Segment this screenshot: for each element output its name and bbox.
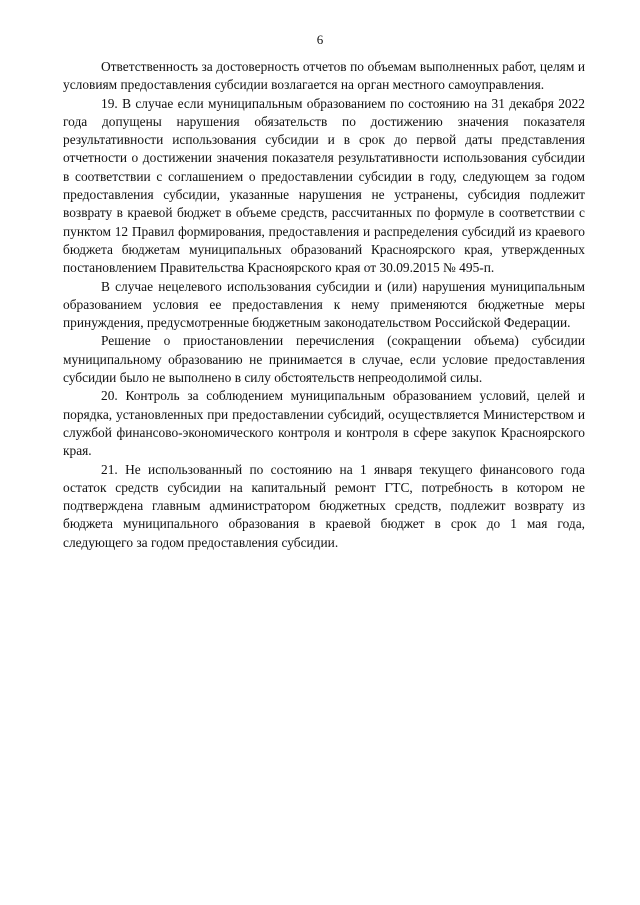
- document-body: [63, 58, 585, 552]
- paragraph-clause-19: 19. В случае если муниципальным образованием по состоянию на 31 декабря 2022 года допущены нарушения обязательств по достижению значения показателя результативности использования субсидии и в срок до первой даты представления отчетности о достижении значения показателя результативности использования субсидии в соответствии с соглашением о предоставлении субсидии в году, следующем за годом предоставления субсидии, указанные нарушения не устранены, субсидия подлежит возврату в краевой бюджет в объеме средств, рассчитанных по формуле в соответствии с пунктом 12 Правил формирования, предоставления и распределения субсидий из краевого бюджета бюджетам муниципальных образований Красноярского края, утвержденных постановлением Правительства Красноярского края от 30.09.2015 № 495-п.: [63, 95, 585, 276]
- paragraph-responsibility: Ответственность за достоверность отчетов по объемам выполненных работ, целям и условиям предоставления субсидии возлагается на орган местного самоуправления.: [63, 59, 585, 93]
- page-number: 6: [316, 32, 324, 47]
- paragraph-clause-21: 21. Не использованный по состоянию на 1 января текущего финансового года остаток средств субсидии на капитальный ремонт ГТС, потребность в котором не подтверждена главным администратором бюджетных средств, подлежит возврату из бюджета муниципального образования в краевой бюджет в срок до 1 мая года, следующего за годом предоставления субсидии.: [63, 461, 585, 550]
- paragraph-suspension-decision: Решение о приостановлении перечисления (сокращении объема) субсидии муниципальному образованию не принимается в случае, если условие предоставления субсидии было не выполнено в силу обстоятельств непреодолимой силы.: [63, 333, 585, 386]
- paragraph-misuse: В случае нецелевого использования субсидии и (или) нарушения муниципальным образованием условия ее предоставления к нему применяются бюджетные меры принуждения, предусмотренные бюджетным законодательством Российской Федерации.: [63, 278, 585, 331]
- paragraph-clause-20: 20. Контроль за соблюдением муниципальным образованием условий, целей и порядка, установленных при предоставлении субсидий, осуществляется Министерством и службой финансово-экономического контроля и контроля в сфере закупок Красноярского края.: [63, 388, 585, 459]
